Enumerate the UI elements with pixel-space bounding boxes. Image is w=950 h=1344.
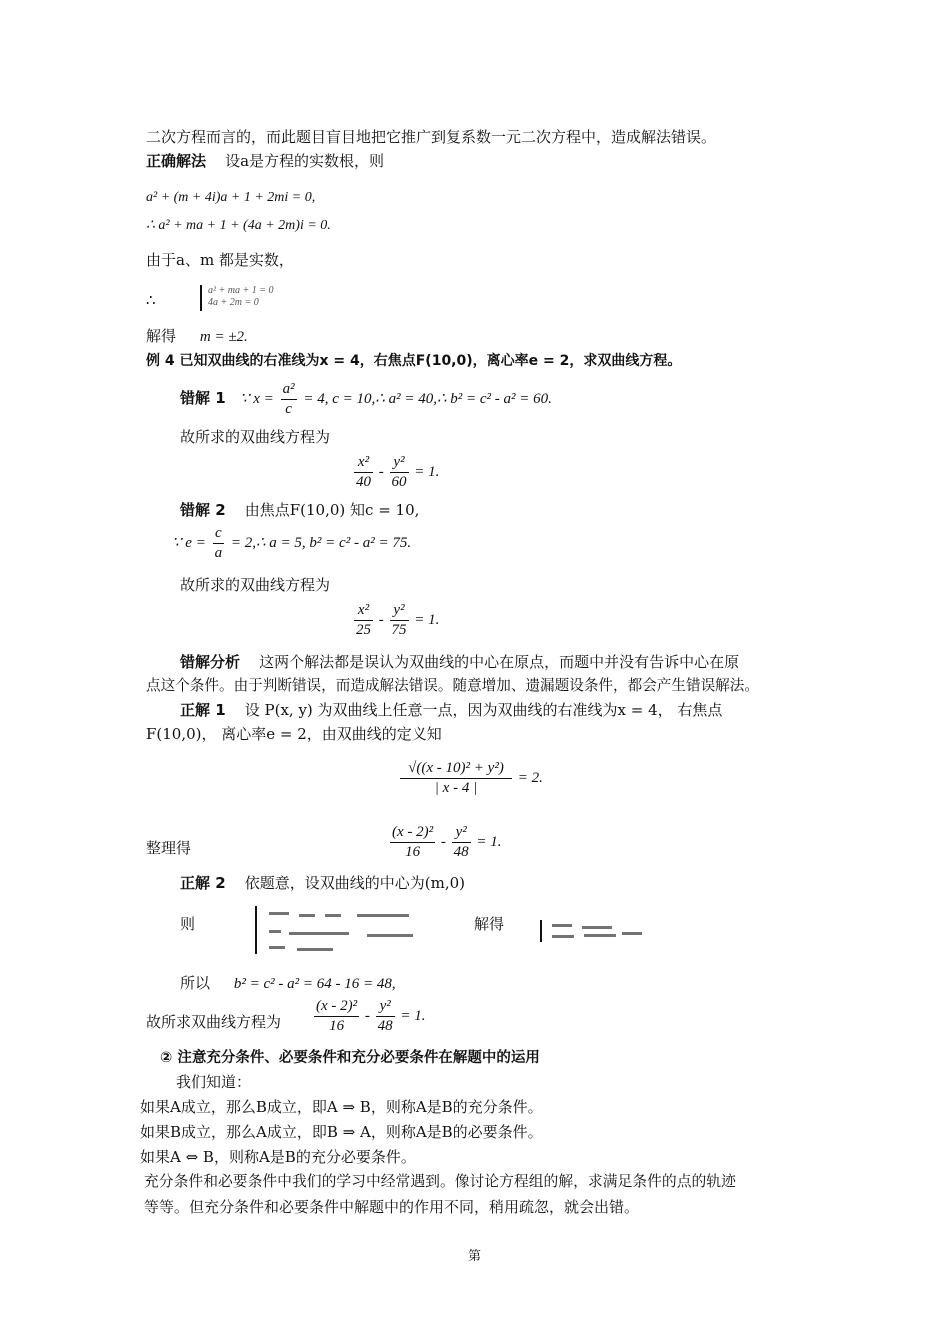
text-line: 如果A ⇔ B，则称A是B的充分必要条件。: [140, 1148, 416, 1166]
text: 由焦点F(10,0) 知c = 10,: [244, 501, 420, 519]
heading-wrong-2: 错解 2: [180, 501, 226, 519]
heading-wrong-1: 错解 1: [180, 389, 226, 407]
text-line: 等等。但充分条件和必要条件中解题中的作用不同，稍用疏忽，就会出错。: [144, 1198, 640, 1216]
wrong-solution-2: [180, 500, 419, 520]
heading-right-2: 正解 2: [180, 874, 226, 892]
equation: a² + (m + 4i)a + 1 + 2mi = 0,: [146, 190, 316, 205]
wrong-solution-1: [180, 378, 552, 419]
text-line: 由于a、m 都是实数，: [146, 251, 294, 269]
fraction: $\frac{c}{a}$: [214, 524, 223, 561]
label: 解得: [146, 327, 177, 345]
fraction: $\frac{\text{a²}}{c}$: [282, 380, 295, 417]
equation: ∴ a² + ma + 1 + (4a + 2m)i = 0.: [146, 218, 331, 233]
equation: a² + ma + 1 = 0: [208, 285, 274, 296]
arranged-equation: $\frac{\text{(x - 2)²}}{16}$ - $\frac{\text{y²}}{48}$ = 1.: [392, 824, 502, 861]
text-line: 故所求的双曲线方程为: [180, 428, 331, 446]
arrange-label: 整理得: [146, 839, 192, 857]
equation-line: ∵ e = $\frac{c}{a}$ = 2,∴ a = 5, b² = c² - a² = 75.: [172, 524, 412, 561]
example-4-title: 例 4 已知双曲线的右准线为x = 4，右焦点F(10,0)，离心率e = 2，求双曲线方程。: [146, 353, 682, 369]
heading-correct-solution: 正确解法: [146, 152, 207, 170]
so-line: 所以 b² = c² - a² = 64 - 16 = 48,: [180, 974, 396, 992]
hyperbola-equation-2: $\frac{\text{x²}}{25}$ - $\frac{\text{y²}}{75}$ = 1.: [356, 602, 440, 639]
text-line: F(10,0)， 离心率e = 2，由双曲线的定义知: [146, 725, 442, 743]
equation-system-blurred: [255, 906, 257, 954]
text-line: 如果B成立，那么A成立，即B ⇒ A，则称A是B的必要条件。: [140, 1123, 543, 1141]
right-solution-1: 正解 1 设 P(x, y) 为双曲线上任意一点，因为双曲线的右准线为x = 4， 右焦点: [180, 701, 723, 719]
final-label: 故所求双曲线方程为: [146, 1013, 282, 1031]
text-line: 如果A成立，那么B成立，即A ⇒ B，则称A是B的充分条件。: [140, 1098, 543, 1116]
text: 设a是方程的实数根，则: [225, 152, 385, 170]
text-line: 我们知道：: [176, 1073, 252, 1091]
equation: 4a + 2m = 0: [208, 297, 259, 308]
definition-equation: $\frac{\text{√((x - 10)² + y²)}}{| x - 4 |}$ = 2.: [398, 758, 543, 798]
heading-analysis: 错解分析: [180, 653, 241, 671]
text-line: 故所求的双曲线方程为: [180, 576, 331, 594]
section-heading: ② 注意充分条件、必要条件和充分必要条件在解题中的运用: [160, 1050, 540, 1066]
analysis-line-2: 点这个条件。由于判断错误，而造成解法错误。随意增加、遗漏题设条件，都会产生错误解法。: [146, 677, 759, 694]
analysis-line-1: 错解分析 这两个解法都是误认为双曲线的中心在原点，而题中并没有告诉中心在原: [180, 653, 740, 671]
final-equation: $\frac{\text{(x - 2)²}}{16}$ - $\frac{\text{y²}}{48}$ = 1.: [316, 998, 426, 1035]
solution-system-blurred: [540, 920, 542, 942]
solve-label: 解得: [474, 915, 505, 933]
text-line: 二次方程而言的，而此题目盲目地把它推广到复系数一元二次方程中，造成解法错误。: [146, 128, 717, 146]
equation: ∵ x =: [239, 391, 274, 407]
text-line: 充分条件和必要条件中我们的学习中经常遇到。像讨论方程组的解，求满足条件的点的轨迹: [144, 1173, 736, 1190]
equation: m = ±2.: [199, 329, 248, 345]
page-footer: 第: [468, 1249, 482, 1264]
solve-line: [146, 326, 248, 347]
heading-right-1: 正解 1: [180, 701, 226, 719]
then-label: 则: [180, 915, 196, 933]
equation-system: [200, 285, 274, 311]
hyperbola-equation-1: $\frac{\text{x²}}{40}$ - $\frac{\text{y²}}{60}$ = 1.: [356, 454, 440, 491]
therefore-symbol: ∴: [146, 291, 156, 309]
correct-solution-line: [146, 151, 384, 171]
equation: = 4, c = 10,∴ a² = 40,∴ b² = c² - a² = 60.: [303, 391, 552, 407]
right-solution-2: 正解 2 依题意，设双曲线的中心为(m,0): [180, 874, 465, 892]
